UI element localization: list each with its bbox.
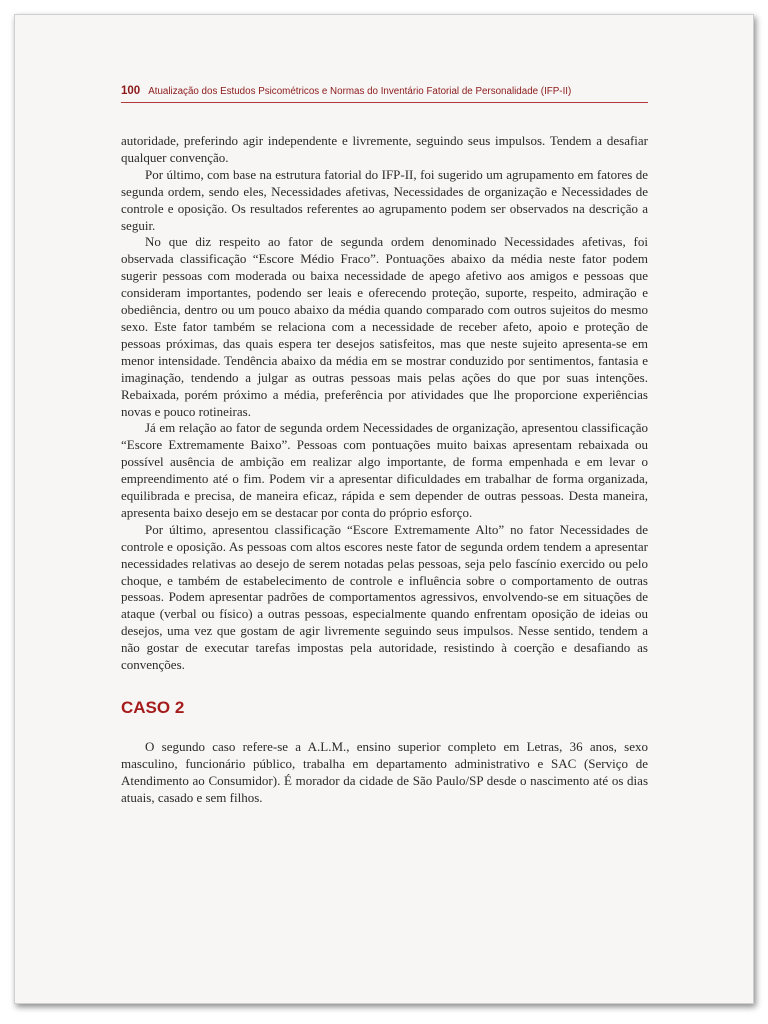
section-heading-caso-2: CASO 2 <box>121 698 185 717</box>
book-page <box>14 14 754 1004</box>
paragraph-case-2-description: O segundo caso refere-se a A.L.M., ensino superior completo em Letras, 36 anos, sexo masculino, funcionário público, trabalha em departamento administrativo e SAC (Serviço de Atendimento ao Consumidor). É morador da cidade de São Paulo/SP desde o nascimento até os dias atuais, casado e sem filhos. <box>121 738 648 805</box>
paragraph-affective-needs: No que diz respeito ao fator de segunda ordem denominado Necessidades afetivas, foi observada classificação “Escore Médio Fraco”. Pontuações abaixo da média neste fator podem sugerir pessoas com moderada ou baixa necessidade de apego afetivo aos amigos e pessoas que consideram importantes, podendo ser leais e oferecendo proteção, suporte, respeito, admiração e obediência, dentro ou um pouco abaixo da média quando comparado com outros sujeitos do mesmo sexo. Este fator também se relaciona com a necessidade de receber afeto, apoio e proteção de pessoas próximas, das quais espera ter desejos satisfeitos, mas que neste sujeito apresenta-se em menor intensidade. Tendência abaixo da média em se mostrar conduzido por sentimentos, fantasia e imaginação, tendendo a julgar as outras pessoas mais pelas ações do que por suas intenções. Rebaixada, porém próximo a média, preferência por atividades que lhe proporcione experiências novas e pouco rotineiras. <box>121 234 648 419</box>
header-rule <box>121 102 648 103</box>
page-header <box>121 85 648 97</box>
paragraph-second-order-factors: Por último, com base na estrutura fatorial do IFP-II, foi sugerido um agrupamento em fatores de segunda ordem, sendo eles, Necessidades afetivas, Necessidades de organização e Necessidades de controle e oposição. Os resultados referentes ao agrupamento podem ser observados na descrição a seguir. <box>121 166 648 233</box>
paragraph-organization-needs: Já em relação ao fator de segunda ordem Necessidades de organização, apresentou classificação “Escore Extremamente Baixo”. Pessoas com pontuações muito baixas apresentam rebaixada ou possível ausência de ambição em realizar algo importante, de forma empenhada e em levar o empreendimento até o fim. Podem vir a apresentar dificuldades em trabalhar de forma organizada, equilibrada e precisa, de maneira eficaz, rápida e sem depender de outras pessoas. Desta maneira, apresenta baixo desejo em se destacar por conta do próprio esforço. <box>121 420 648 520</box>
paragraph-control-opposition-needs: Por último, apresentou classificação “Escore Extremamente Alto” no fator Necessidades de controle e oposição. As pessoas com altos escores neste fator de segunda ordem tendem a apresentar necessidades relativas ao desejo de serem notadas pelas pessoas, seja pelo fascínio exercido ou pelo choque, e também de estabelecimento de controle e influência sobre o comportamento de outras pessoas. Podem apresentar padrões de comportamentos agressivos, envolvendo-se em situações de ataque (verbal ou físico) a outras pessoas, especialmente quando enfrentam oposição de ideias ou desejos, uma vez que gostam de agir livremente seguindo seus impulsos. Nesse sentido, tendem a não gostar de executar tarefas impostas pela autoridade, resistindo à coerção e desafiando as convenções. <box>121 521 648 673</box>
page-number: 100 <box>121 85 141 97</box>
body-text <box>121 133 648 807</box>
running-title: Atualização dos Estudos Psicométricos e Normas do Inventário Fatorial de Personalidade (IFP-II) <box>148 86 572 97</box>
paragraph-continuation: autoridade, preferindo agir independente e livremente, seguindo seus impulsos. Tendem a desafiar qualquer convenção. <box>121 133 648 165</box>
